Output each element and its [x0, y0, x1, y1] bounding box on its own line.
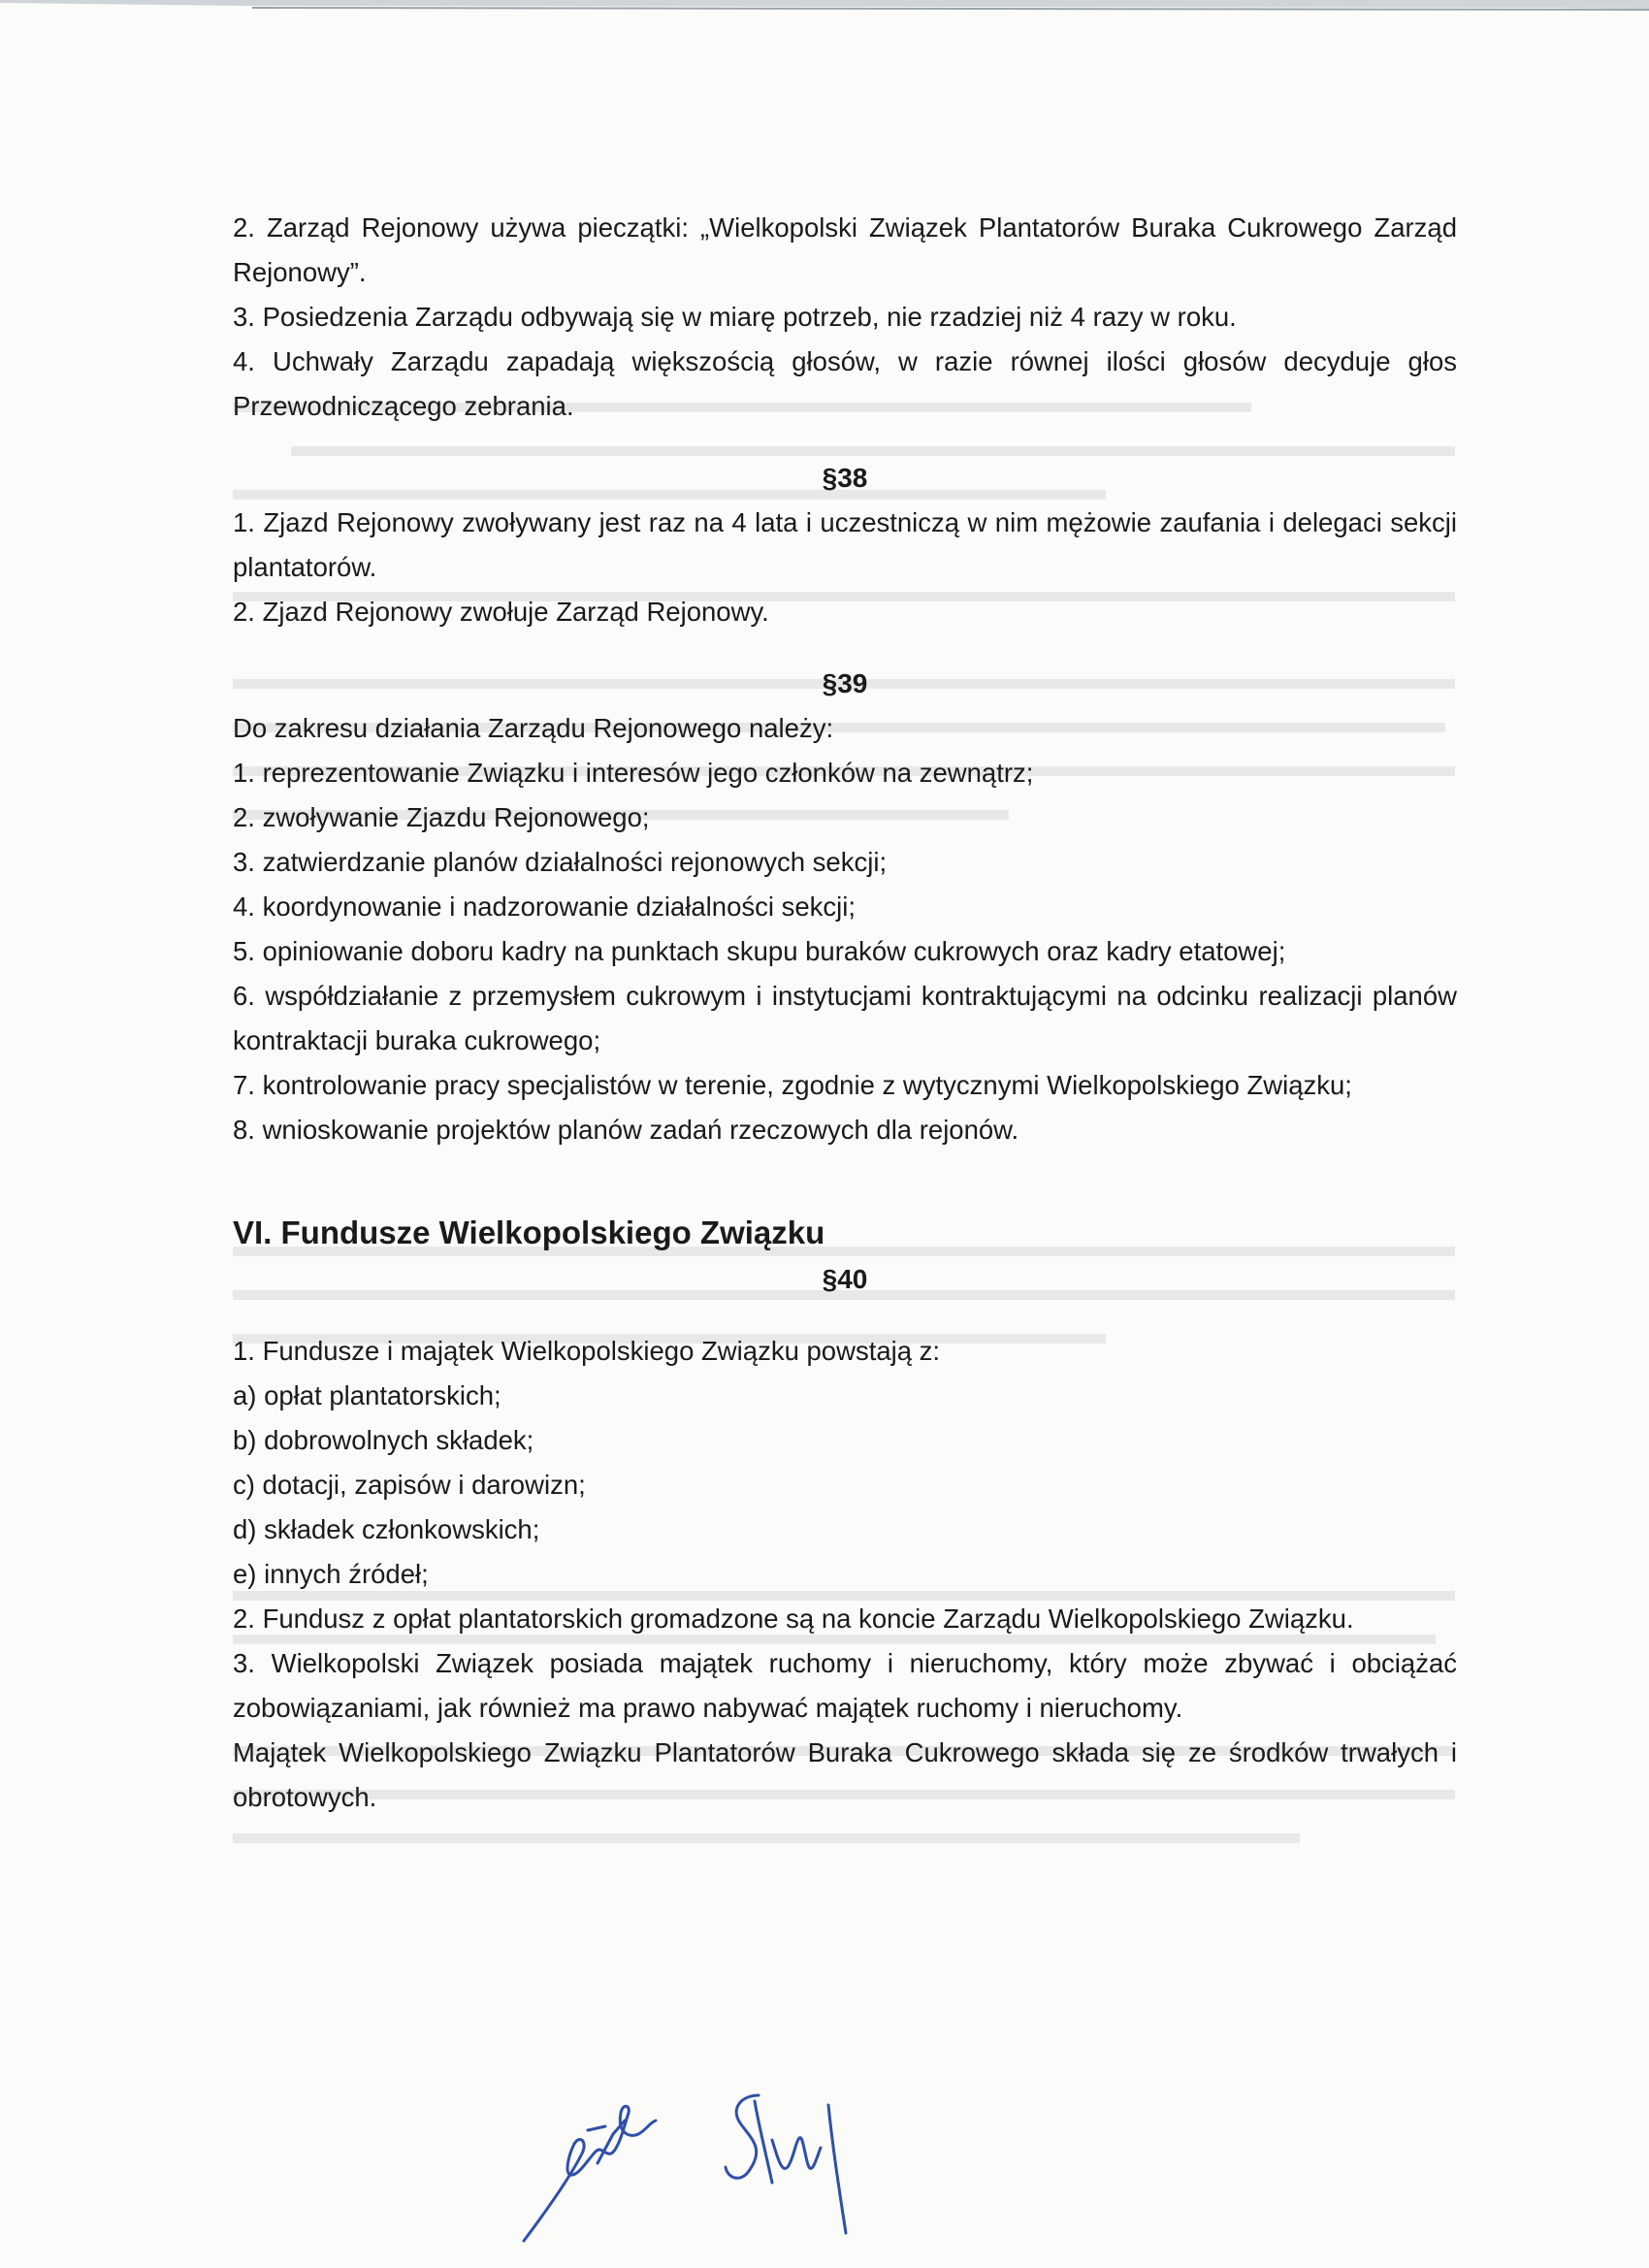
paragraph-item: 4. Uchwały Zarządu zapadają większością głosów, w razie równej ilości głosów decyduje głos Przewodniczącego zebrania.	[233, 346, 1457, 421]
section-intro: Do zakresu działania Zarządu Rejonowego należy:	[233, 713, 834, 743]
paragraph-item: Majątek Wielkopolskiego Związku Plantatorów Buraka Cukrowego składa się ze środków trwałych i obrotowych.	[233, 1737, 1457, 1812]
list-item: 7. kontrolowanie pracy specjalistów w terenie, zgodnie z wytycznymi Wielkopolskiego Związku;	[233, 1070, 1352, 1100]
paragraph-item: 2. Fundusz z opłat plantatorskich gromadzone są na koncie Zarządu Wielkopolskiego Związku.	[233, 1604, 1354, 1634]
list-item: d) składek członkowskich;	[233, 1514, 540, 1544]
section-intro: 1. Fundusze i majątek Wielkopolskiego Związku powstają z:	[233, 1336, 941, 1366]
document-page	[233, 206, 1457, 1820]
paragraph-item: 2. Zarząd Rejonowy używa pieczątki: „Wielkopolski Związek Plantatorów Buraka Cukrowego Zarząd Rejonowy”.	[233, 212, 1457, 287]
signatures	[504, 2066, 970, 2251]
section-heading: §39	[822, 668, 868, 698]
list-item: b) dobrowolnych składek;	[233, 1425, 534, 1455]
list-item: c) dotacji, zapisów i darowizn;	[233, 1470, 586, 1500]
list-item: 8. wnioskowanie projektów planów zadań rzeczowych dla rejonów.	[233, 1115, 1019, 1145]
signature-2	[726, 2095, 846, 2233]
paragraph-item: 1. Zjazd Rejonowy zwoływany jest raz na 4 lata i uczestniczą w nim mężowie zaufania i delegaci sekcji plantatorów.	[233, 507, 1457, 582]
list-item: a) opłat plantatorskich;	[233, 1380, 501, 1410]
paragraph-item: 2. Zjazd Rejonowy zwołuje Zarząd Rejonowy.	[233, 597, 769, 627]
scan-top-edge	[0, 0, 1649, 19]
list-item: 6. współdziałanie z przemysłem cukrowym i instytucjami kontraktującymi na odcinku realizacji planów kontraktacji buraka cukrowego;	[233, 981, 1457, 1055]
paragraph-item: 3. Wielkopolski Związek posiada majątek ruchomy i nieruchomy, który może zbywać i obciążać zobowiązaniami, jak również ma prawo nabywać majątek ruchomy i nieruchomy.	[233, 1648, 1457, 1723]
list-item: 1. reprezentowanie Związku i interesów jego członków na zewnątrz;	[233, 758, 1034, 788]
paragraph-item: 3. Posiedzenia Zarządu odbywają się w miarę potrzeb, nie rzadziej niż 4 razy w roku.	[233, 302, 1237, 332]
list-item: 3. zatwierdzanie planów działalności rejonowych sekcji;	[233, 847, 888, 877]
section-heading: §40	[822, 1264, 868, 1294]
list-item: 2. zwoływanie Zjazdu Rejonowego;	[233, 802, 650, 832]
list-item: e) innych źródeł;	[233, 1559, 429, 1589]
signature-1	[524, 2106, 656, 2241]
chapter-title: VI. Fundusze Wielkopolskiego Związku	[233, 1215, 825, 1250]
list-item: 4. koordynowanie i nadzorowanie działalności sekcji;	[233, 891, 857, 922]
list-item: 5. opiniowanie doboru kadry na punktach skupu buraków cukrowych oraz kadry etatowej;	[233, 936, 1286, 966]
section-heading: §38	[822, 463, 868, 493]
